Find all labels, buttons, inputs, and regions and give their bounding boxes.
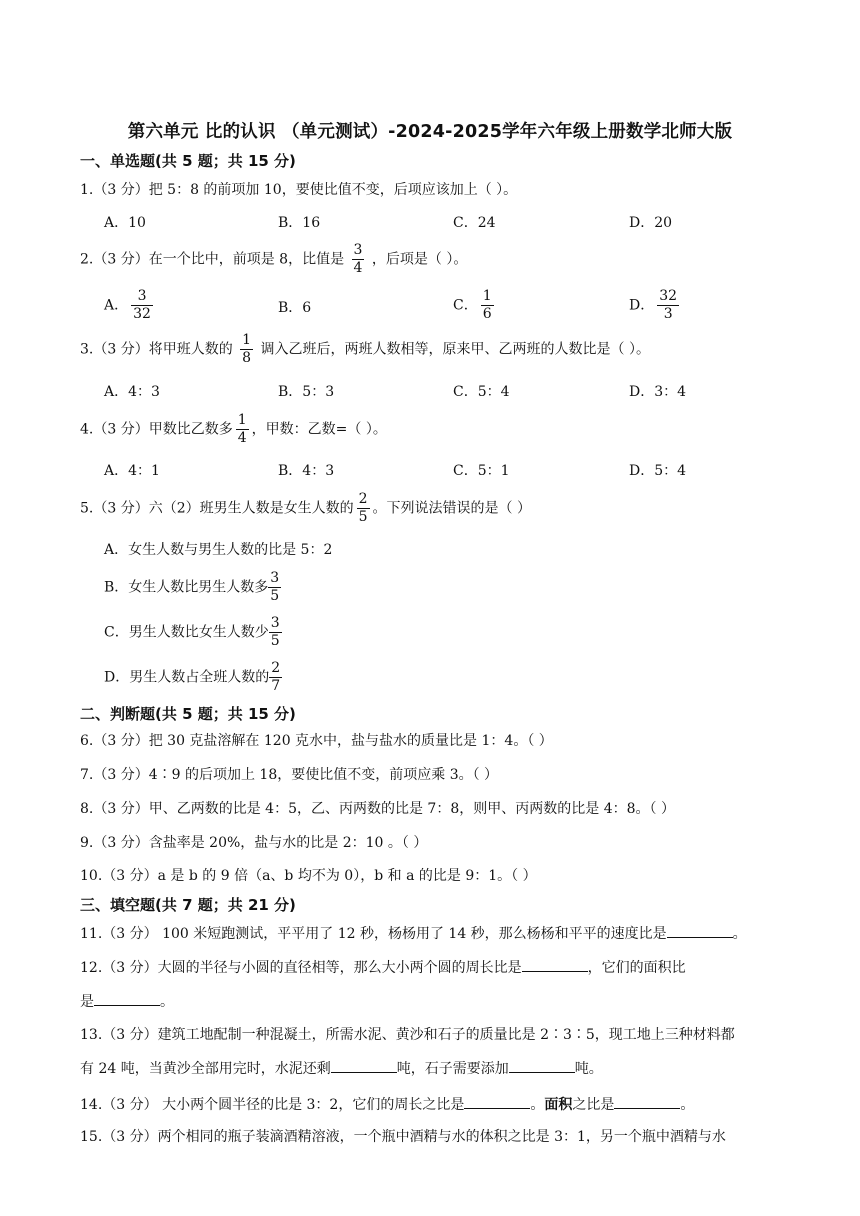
question-3: 3.（3 分）将甲班人数的 $\frac{1}{8}$ 调入乙班后，两班人数相等，原来甲、乙两班的人数比是（ ）。 (80, 332, 650, 366)
answer-blank[interactable] (331, 1058, 397, 1073)
q4-option-a: A．4：1 (104, 463, 160, 479)
question-8: 8.（3 分）甲、乙两数的比是 4：5，乙、丙两数的比是 7：8，则甲、丙两数的比是 4：8。（ ） (80, 801, 675, 817)
q5-option-d: D．男生人数占全班人数的 $\frac{2}{7}$ (104, 660, 281, 694)
page-title: 第六单元 比的认识 （单元测试）-2024-2025学年六年级上册数学北师大版 (127, 122, 733, 142)
q2-option-a: A． $\frac{3}{32}$ (104, 288, 151, 322)
q3-fraction: $\frac{1}{8}$ (242, 332, 252, 366)
q3-option-b: B．5：3 (278, 384, 335, 400)
question-7: 7.（3 分）4∶9 的后项加上 18，要使比值不变，前项应乘 3。（ ） (80, 767, 499, 783)
question-12: 12.（3 分）大圆的半径与小圆的直径相等，那么大小两个圆的周长比是 ，它们的面积比 (80, 957, 686, 978)
q2-fraction: $\frac{3}{4}$ (353, 242, 363, 276)
q1-option-a: A．10 (104, 215, 146, 231)
answer-blank[interactable] (464, 1094, 530, 1109)
question-2 (80, 242, 467, 277)
q5-option-c: C．男生人数比女生人数少 $\frac{3}{5}$ (104, 615, 280, 649)
q2-text-post: ，后项是（ ）。 (371, 251, 468, 268)
question-13-continued: 有 24 吨，当黄沙全部用完时，水泥还剩 吨，石子需要添加 吨。 (80, 1058, 603, 1079)
q3-option-a: A．4：3 (104, 384, 160, 400)
answer-blank[interactable] (522, 957, 588, 972)
question-1: 1.（3 分）把 5：8 的前项加 10，要使比值不变，后项应该加上（ ）。 (80, 182, 518, 198)
question-13: 13.（3 分）建筑工地配制一种混凝土，所需水泥、黄沙和石子的质量比是 2∶3∶5，现工地上三种材料都 (80, 1027, 735, 1043)
question-9: 9.（3 分）含盐率是 20%，盐与水的比是 2：10 。（ ） (80, 835, 428, 851)
question-15: 15.（3 分）两个相同的瓶子装滴酒精溶液，一个瓶中酒精与水的体积之比是 3：1，另一个瓶中酒精与水 (80, 1129, 726, 1145)
q2-option-b: B．6 (278, 300, 312, 316)
q4-fraction: $\frac{1}{4}$ (237, 412, 247, 446)
section-heading-single-choice: 一、单选题(共 5 题；共 15 分) (80, 152, 296, 170)
question-11: 11.（3 分） 100 米短跑测试，平平用了 12 秒，杨杨用了 14 秒，那么杨杨和平平的速度比是 。 (80, 923, 747, 944)
q5-option-a: A．女生人数与男生人数的比是 5：2 (104, 542, 333, 558)
question-6: 6.（3 分）把 30 克盐溶解在 120 克水中，盐与盐水的质量比是 1：4。（ ） (80, 733, 553, 749)
question-14: 14.（3 分） 大小两个圆半径的比是 3：2，它们的周长之比是 。面积之比是 。 (80, 1094, 694, 1115)
q2-text-pre: 2.（3 分）在一个比中，前项是 8，比值是 (80, 251, 345, 268)
section-heading-true-false: 二、判断题(共 5 题；共 15 分) (80, 705, 296, 723)
q5-option-b: B．女生人数比男生人数多 $\frac{3}{5}$ (104, 570, 280, 604)
q2-option-c: C． $\frac{1}{6}$ (453, 288, 492, 322)
q2-option-d: D． $\frac{32}{3}$ (629, 288, 678, 322)
q3-option-d: D．3：4 (629, 384, 687, 400)
q1-option-d: D．20 (629, 215, 673, 231)
section-heading-fill-blank: 三、填空题(共 7 题；共 21 分) (80, 896, 296, 914)
q5-fraction: $\frac{2}{5}$ (358, 491, 368, 525)
question-4: 4.（3 分）甲数比乙数多 $\frac{1}{4}$ ，甲数：乙数=（ ）。 (80, 412, 387, 446)
q3-option-c: C．5：4 (453, 384, 510, 400)
answer-blank[interactable] (94, 991, 160, 1006)
question-12-continued: 是 。 (80, 991, 174, 1012)
q4-option-b: B．4：3 (278, 463, 335, 479)
q4-option-d: D．5：4 (629, 463, 687, 479)
question-10: 10.（3 分）a 是 b 的 9 倍（a、b 均不为 0），b 和 a 的比是 9：1。（ ） (80, 868, 537, 884)
question-5: 5.（3 分）六（2）班男生人数是女生人数的 $\frac{2}{5}$ 。下列说法错误的是（ ） (80, 491, 531, 525)
answer-blank[interactable] (614, 1094, 680, 1109)
q4-option-c: C．5：1 (453, 463, 510, 479)
answer-blank[interactable] (509, 1058, 575, 1073)
q1-option-b: B．16 (278, 215, 321, 231)
q1-option-c: C．24 (453, 215, 496, 231)
answer-blank[interactable] (667, 923, 733, 938)
